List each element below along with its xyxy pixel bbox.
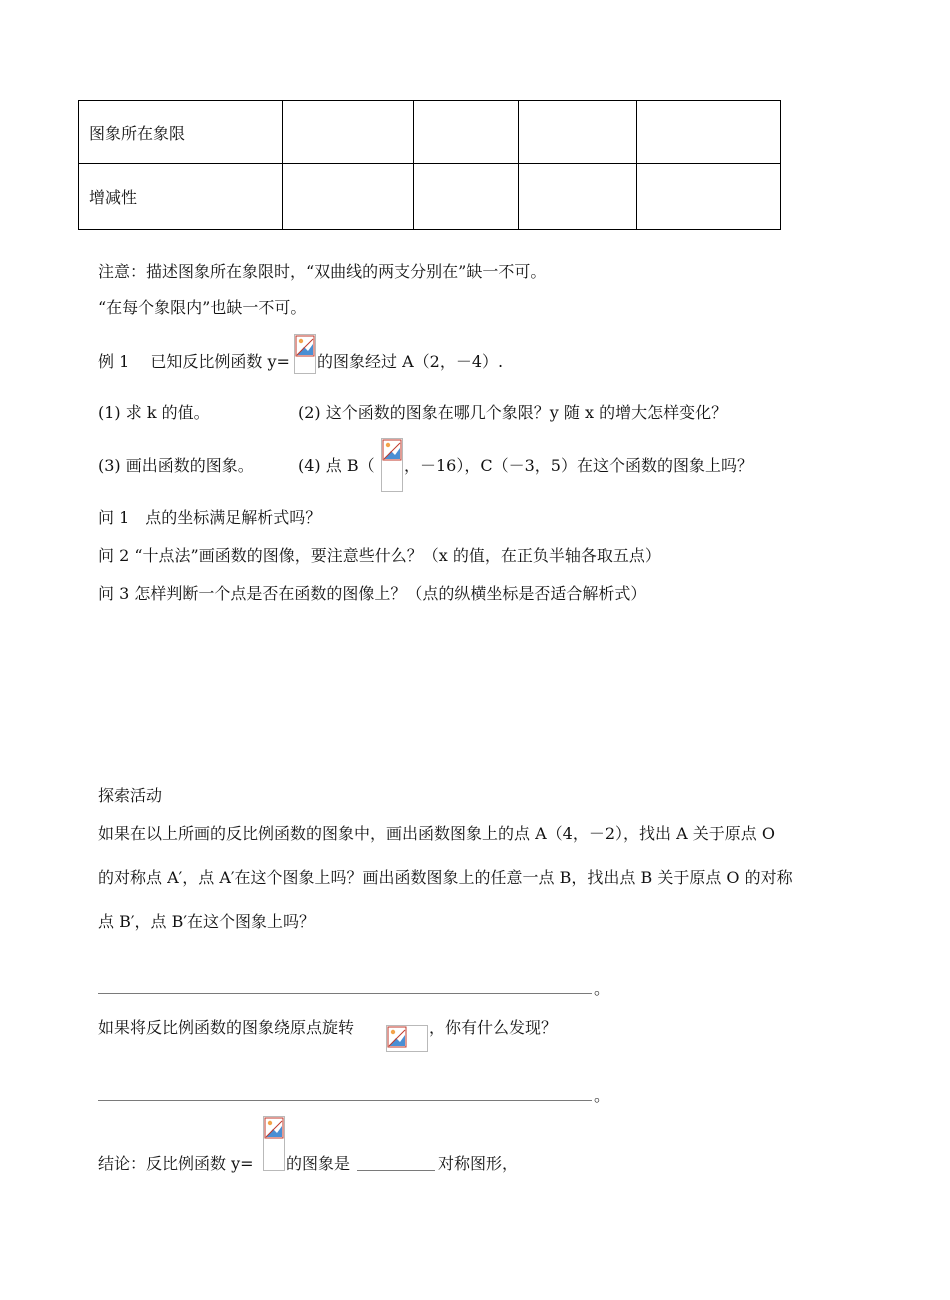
answer-blank-line[interactable] [98, 1100, 592, 1101]
properties-table [78, 100, 781, 230]
table-row [79, 101, 781, 164]
explore-line-2: 的对称点 A′，点 A′在这个图象上吗？画出函数图象上的任意一点 B，找出点 B 关于原点 O 的对称 [98, 868, 793, 887]
conclusion-suffix: 对称图形， [438, 1154, 519, 1173]
example1-suffix: 的图象经过 A（2，－4）. [317, 352, 504, 371]
explore-title: 探索活动 [98, 786, 163, 805]
table-row [79, 164, 781, 230]
conclusion-prefix: 结论：反比例函数 y= [98, 1154, 254, 1173]
conclusion-blank[interactable] [357, 1170, 435, 1171]
rotate-suffix: ，你有什么发现？ [429, 1018, 558, 1037]
ask-3: 问 3 怎样判断一个点是否在函数的图像上？（点的纵横坐标是否适合解析式） [98, 584, 647, 603]
table-cell [637, 164, 781, 230]
explore-line-3: 点 B′，点 B′在这个图象上吗？ [98, 912, 315, 931]
answer-period: 。 [594, 979, 611, 998]
table-cell [637, 101, 781, 164]
broken-image-icon [386, 1025, 428, 1052]
rotate-prefix: 如果将反比例函数的图象绕原点旋转 [98, 1018, 355, 1037]
table-cell [414, 101, 519, 164]
table-cell [283, 164, 414, 230]
example1-prefix: 例 1 已知反比例函数 y= [98, 352, 290, 371]
broken-image-icon [381, 438, 403, 492]
note-line-1: 注意：描述图象所在象限时，“双曲线的两支分别在”缺一不可。 [98, 262, 547, 281]
row-label: 增减性 [79, 164, 283, 230]
table-cell [414, 164, 519, 230]
question-2: (2) 这个函数的图象在哪几个象限？y 随 x 的增大怎样变化？ [298, 403, 728, 422]
table-cell [519, 101, 637, 164]
ask-1: 问 1 点的坐标满足解析式吗？ [98, 508, 322, 527]
question-4-prefix: (4) 点 B（ [298, 456, 375, 475]
question-3: (3) 画出函数的图象。 [98, 456, 254, 475]
row-label: 图象所在象限 [79, 101, 283, 164]
table-cell [283, 101, 414, 164]
conclusion-middle: 的图象是 [286, 1154, 351, 1173]
broken-image-icon [263, 1116, 285, 1171]
question-1: (1) 求 k 的值。 [98, 403, 210, 422]
broken-image-icon [294, 334, 316, 374]
answer-blank-line[interactable] [98, 993, 592, 994]
ask-2: 问 2 “十点法”画函数的图像，要注意些什么？（x 的值，在正负半轴各取五点） [98, 546, 661, 565]
explore-line-1: 如果在以上所画的反比例函数的图象中，画出函数图象上的点 A（4，－2），找出 A 关于原点 O [98, 824, 775, 843]
question-4-suffix: ，－16），C（－3，5）在这个函数的图象上吗？ [404, 456, 753, 475]
answer-period: 。 [594, 1086, 611, 1105]
note-line-2: “在每个象限内”也缺一不可。 [98, 298, 307, 317]
table-cell [519, 164, 637, 230]
